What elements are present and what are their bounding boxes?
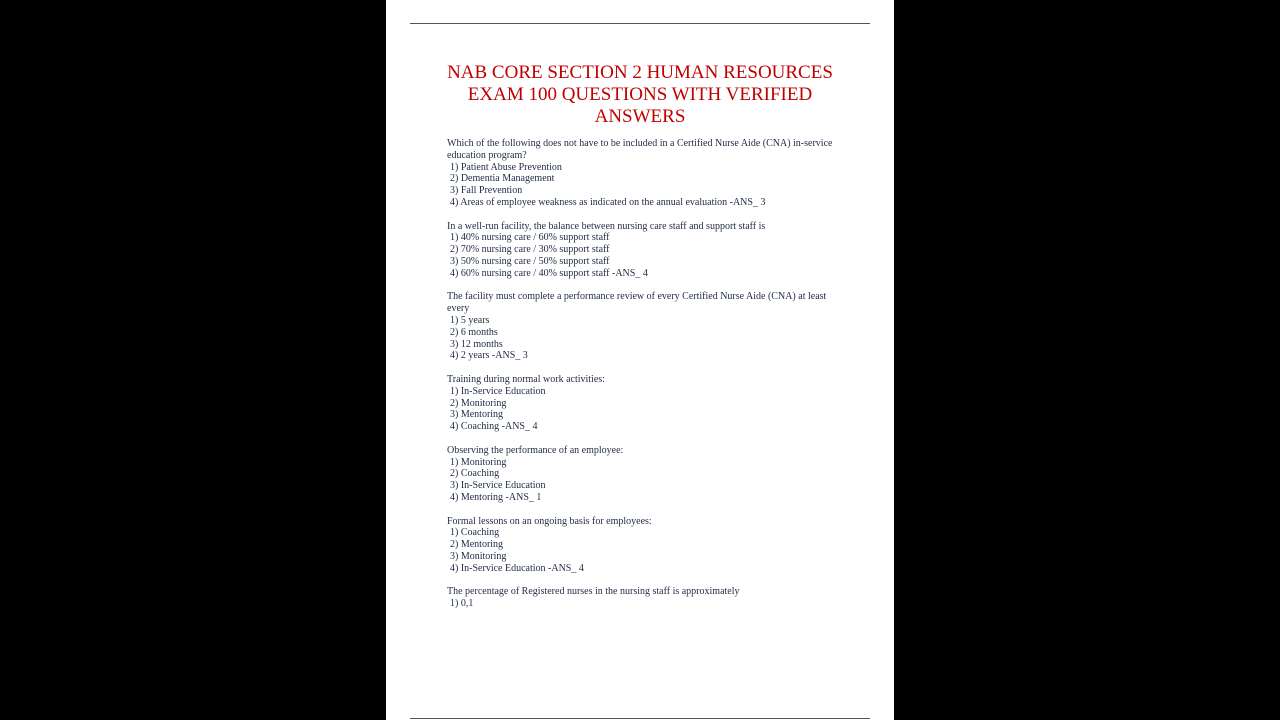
answer-option: 4) 2 years -ANS_ 3: [450, 350, 528, 362]
answer-option: 3) 12 months: [450, 338, 503, 350]
question-text: The facility must complete a performance review of every Certified Nurse Aide (CNA) at least every: [447, 291, 827, 315]
question-item: [447, 221, 847, 280]
answer-option: 4) Mentoring -ANS_ 1: [450, 491, 542, 503]
answer-option: 1) 5 years: [450, 314, 490, 326]
question-text: The percentage of Registered nurses in the nursing staff is approximately: [447, 586, 740, 598]
answer-option: 3) 50% nursing care / 50% support staff: [450, 255, 610, 267]
answer-option: 4) Areas of employee weakness as indicated on the annual evaluation -ANS_ 3: [450, 196, 766, 208]
question-item: [447, 445, 847, 504]
question-text: Which of the following does not have to be included in a Certified Nurse Aide (CNA) in-service education program?: [447, 138, 833, 161]
bottom-rule: [410, 718, 870, 719]
answer-option: 4) In-Service Education -ANS_ 4: [450, 562, 584, 574]
answer-option: 1) Coaching: [450, 527, 500, 539]
answer-option: 3) In-Service Education: [450, 480, 546, 492]
answer-option: 2) 6 months: [450, 326, 498, 338]
answer-option: 4) Coaching -ANS_ 4: [450, 421, 538, 433]
answer-option: 2) Coaching: [450, 468, 500, 480]
question-item: [447, 291, 847, 362]
answer-option: 2) Dementia Management: [450, 173, 555, 185]
answer-option: 3) Fall Prevention: [450, 185, 523, 197]
answer-option: 1) Patient Abuse Prevention: [450, 161, 562, 173]
answer-option: 1) 40% nursing care / 60% support staff: [450, 232, 610, 244]
document-page: [386, 0, 894, 720]
answer-option: 1) Monitoring: [450, 456, 507, 468]
question-text: Training during normal work activities:: [447, 373, 605, 385]
answer-option: 2) Monitoring: [450, 397, 507, 409]
question-item: [447, 516, 847, 575]
question-item: [447, 138, 847, 209]
answer-option: 3) Monitoring: [450, 550, 507, 562]
answer-option: 2) 70% nursing care / 30% support staff: [450, 244, 610, 256]
question-text: Observing the performance of an employee:: [447, 444, 624, 456]
questions-list: [447, 138, 847, 622]
top-rule: [410, 23, 870, 24]
question-item: [447, 586, 847, 610]
question-text: In a well-run facility, the balance between nursing care staff and support staff is: [447, 220, 766, 232]
answer-option: 1) In-Service Education: [450, 385, 546, 397]
question-item: [447, 374, 847, 433]
document-title: NAB CORE SECTION 2 HUMAN RESOURCES EXAM 100 QUESTIONS WITH VERIFIED ANSWERS: [447, 62, 833, 127]
answer-option: 2) Mentoring: [450, 539, 504, 551]
question-text: Formal lessons on an ongoing basis for employees:: [447, 515, 652, 527]
answer-option: 3) Mentoring: [450, 409, 504, 421]
answer-option: 4) 60% nursing care / 40% support staff -ANS_ 4: [450, 267, 648, 279]
answer-option: 1) 0,1: [450, 598, 474, 610]
